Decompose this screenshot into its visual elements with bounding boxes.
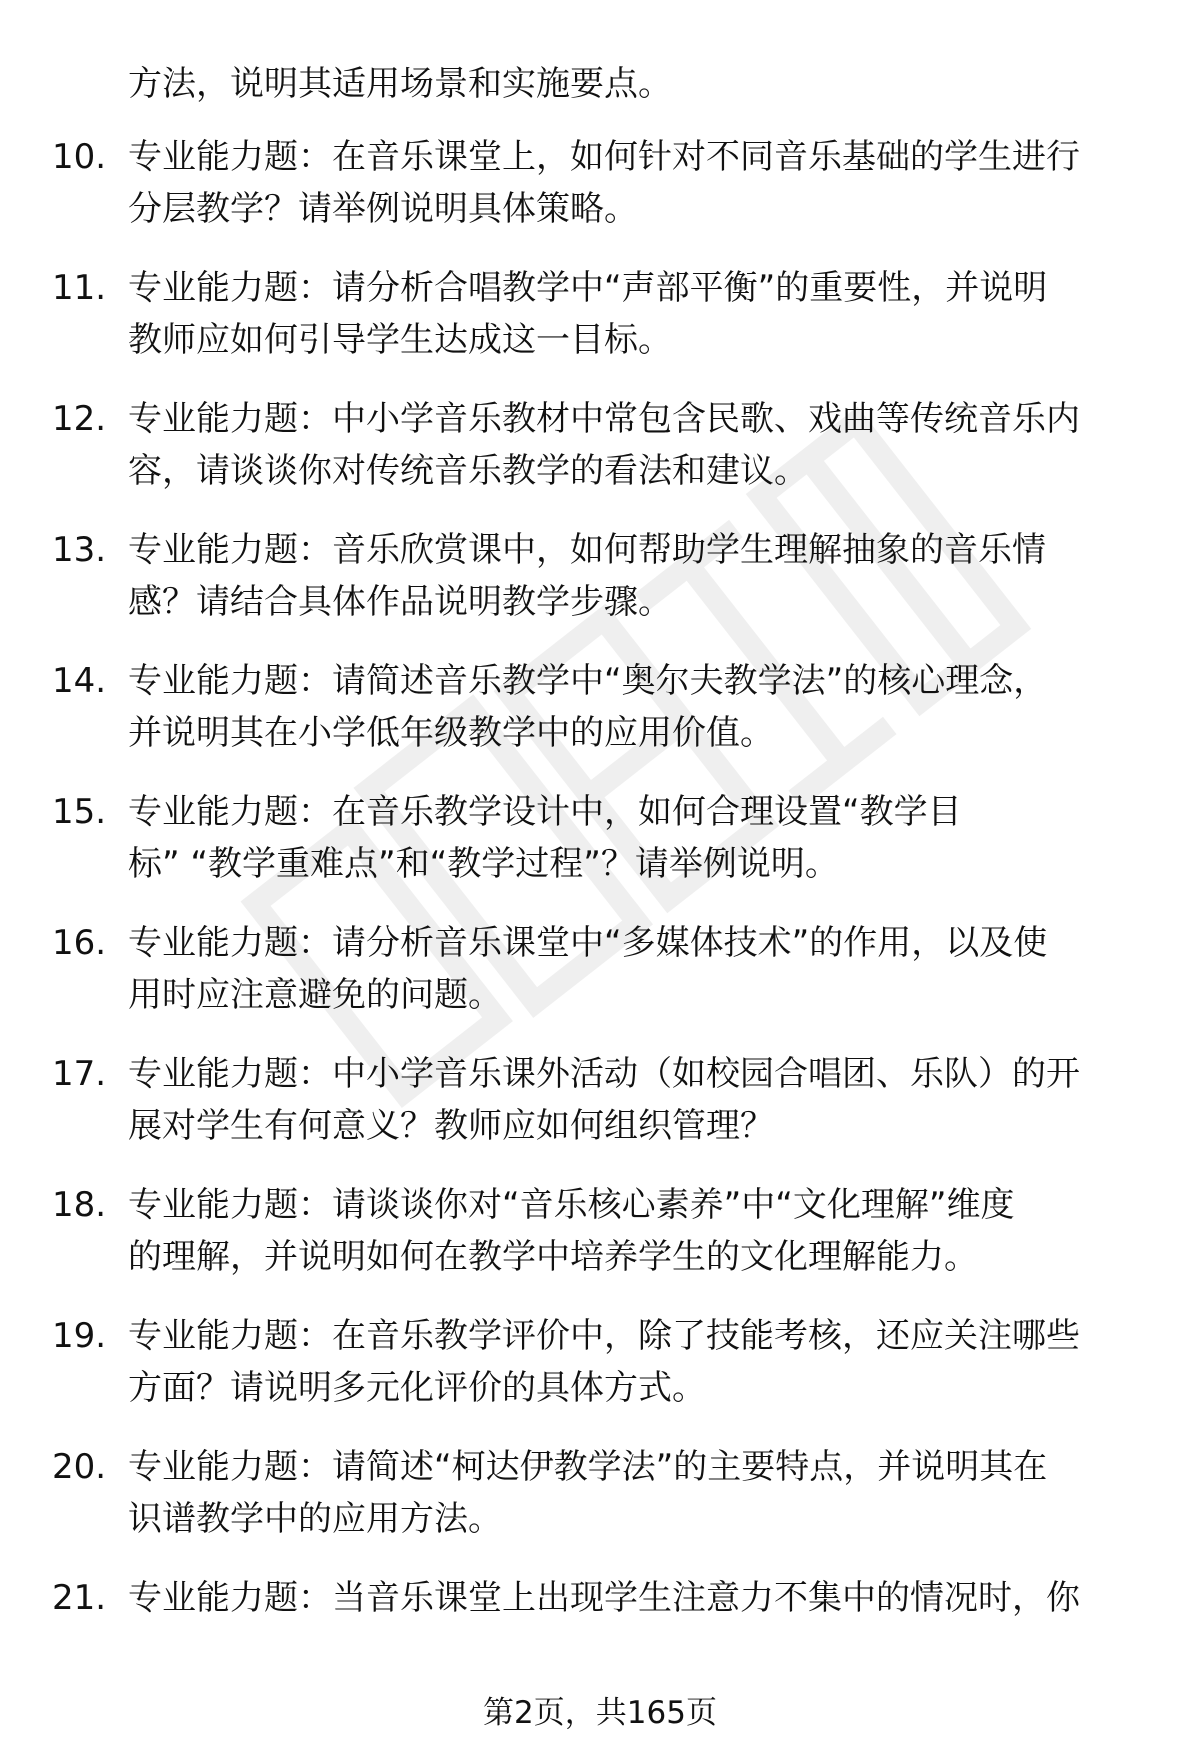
- question-item: [0, 1310, 1200, 1441]
- question-text: [128, 1441, 1138, 1545]
- question-line: 专业能力题：中小学音乐课外活动（如校园合唱团、乐队）的开: [128, 1054, 1080, 1094]
- question-line: 专业能力题：请谈谈你对“音乐核心素养”中“文化理解”维度: [128, 1185, 1015, 1225]
- question-text: [128, 1572, 1138, 1624]
- question-item: [0, 1179, 1200, 1310]
- question-number: 14.: [52, 661, 107, 701]
- question-line: 的理解，并说明如何在教学中培养学生的文化理解能力。: [128, 1237, 978, 1277]
- question-line: 专业能力题：中小学音乐教材中常包含民歌、戏曲等传统音乐内: [128, 399, 1080, 439]
- question-text: [128, 131, 1138, 235]
- question-line: 并说明其在小学低年级教学中的应用价值。: [128, 713, 774, 753]
- question-line: 专业能力题：当音乐课堂上出现学生注意力不集中的情况时，你: [128, 1578, 1080, 1618]
- question-text: [128, 1179, 1138, 1283]
- question-number: 10.: [52, 137, 107, 177]
- question-item: [0, 524, 1200, 655]
- question-item: [0, 393, 1200, 524]
- question-line: 标” “教学重难点”和“教学过程”？请举例说明。: [128, 844, 839, 884]
- question-text: [128, 524, 1138, 628]
- question-number: 20.: [52, 1447, 107, 1487]
- question-line: 方面？请说明多元化评价的具体方式。: [128, 1368, 706, 1408]
- question-number: 17.: [52, 1054, 107, 1094]
- question-item: [0, 131, 1200, 262]
- question-line: 专业能力题：请简述“柯达伊教学法”的主要特点，并说明其在: [128, 1447, 1048, 1487]
- question-list: [0, 131, 1200, 1703]
- question-line: 专业能力题：请简述音乐教学中“奥尔夫教学法”的核心理念，: [128, 661, 1048, 701]
- question-line: 分层教学？请举例说明具体策略。: [128, 189, 638, 229]
- question-line: 教师应如何引导学生达成这一目标。: [128, 320, 672, 360]
- question-number: 19.: [52, 1316, 107, 1356]
- page-footer: 第2页，共165页: [483, 1695, 717, 1731]
- question-number: 12.: [52, 399, 107, 439]
- question-line: 展对学生有何意义？教师应如何组织管理？: [128, 1106, 774, 1146]
- question-text: [128, 655, 1138, 759]
- question-item: [0, 1572, 1200, 1703]
- question-item: [0, 655, 1200, 786]
- question-number: 18.: [52, 1185, 107, 1225]
- question-item: [0, 786, 1200, 917]
- question-line: 专业能力题：在音乐教学评价中，除了技能考核，还应关注哪些: [128, 1316, 1080, 1356]
- question-text: [128, 393, 1138, 497]
- question-text: [128, 1048, 1138, 1152]
- question-line: 专业能力题：在音乐教学设计中，如何合理设置“教学目: [128, 792, 962, 832]
- question-item: [0, 1048, 1200, 1179]
- continuation-text: 方法，说明其适用场景和实施要点。: [128, 64, 672, 104]
- question-number: 15.: [52, 792, 107, 832]
- question-line: 专业能力题：请分析合唱教学中“声部平衡”的重要性，并说明: [128, 268, 1048, 308]
- question-text: [128, 917, 1138, 1021]
- question-number: 13.: [52, 530, 107, 570]
- question-line: 专业能力题：音乐欣赏课中，如何帮助学生理解抽象的音乐情: [128, 530, 1046, 570]
- question-line: 专业能力题：在音乐课堂上，如何针对不同音乐基础的学生进行: [128, 137, 1080, 177]
- question-item: [0, 917, 1200, 1048]
- question-line: 容，请谈谈你对传统音乐教学的看法和建议。: [128, 451, 808, 491]
- question-text: [128, 786, 1138, 890]
- question-text: [128, 1310, 1138, 1414]
- question-line: 识谱教学中的应用方法。: [128, 1499, 502, 1539]
- question-line: 感？请结合具体作品说明教学步骤。: [128, 582, 672, 622]
- question-item: [0, 1441, 1200, 1572]
- question-number: 21.: [52, 1578, 107, 1618]
- question-line: 用时应注意避免的问题。: [128, 975, 502, 1015]
- question-text: [128, 262, 1138, 366]
- question-item: [0, 262, 1200, 393]
- question-line: 专业能力题：请分析音乐课堂中“多媒体技术”的作用，以及使: [128, 923, 1048, 963]
- question-number: 11.: [52, 268, 107, 308]
- question-number: 16.: [52, 923, 107, 963]
